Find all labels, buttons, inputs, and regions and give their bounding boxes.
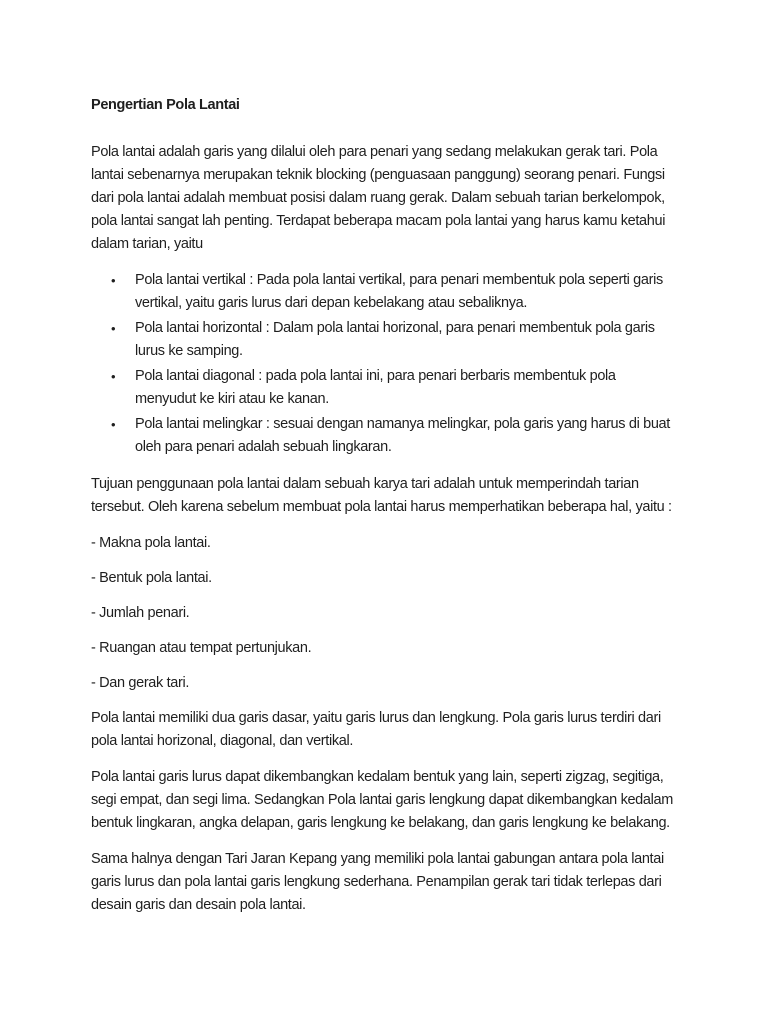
paragraph-pengembangan: Pola lantai garis lurus dapat dikembangkan kedalam bentuk yang lain, seperti zigzag, segitiga, segi empat, dan segi lima. Sedangkan Pola lantai garis lengkung dapat dikembangkan kedalam bentuk lingkaran, angka delapan, garis lengkung ke belakang, dan garis lengkung ke belakang. xyxy=(91,769,673,831)
list-item-pola-horizontal: • Pola lantai horizontal : Dalam pola lantai horizonal, para penari membentuk pola garis lurus ke samping. xyxy=(135,317,680,363)
list-item-pola-diagonal: • Pola lantai diagonal : pada pola lantai ini, para penari berbaris membentuk pola menyudut ke kiri atau ke kanan. xyxy=(135,365,680,411)
dash-item-bentuk: - Bentuk pola lantai. xyxy=(91,570,212,586)
dash-item-makna: - Makna pola lantai. xyxy=(91,535,211,551)
list-item-pola-melingkar: • Pola lantai melingkar : sesuai dengan namanya melingkar, pola garis yang harus di buat oleh para penari adalah sebuah lingkaran. xyxy=(135,413,680,459)
dash-item-jumlah: - Jumlah penari. xyxy=(91,605,190,621)
list-item-pola-vertikal: • Pola lantai vertikal : Pada pola lantai vertikal, para penari membentuk pola seperti garis vertikal, yaitu garis lurus dari depan kebelakang atau sebaliknya. xyxy=(135,269,680,315)
dash-item-gerak: - Dan gerak tari. xyxy=(91,675,190,691)
paragraph-penutup: Sama halnya dengan Tari Jaran Kepang yang memiliki pola lantai gabungan antara pola lantai garis lurus dan pola lantai garis lengkung sederhana. Penampilan gerak tari tidak terlepas dari desain garis dan desain pola lantai. xyxy=(91,851,664,913)
bullet-list xyxy=(91,269,680,459)
paragraph-garis-dasar: Pola lantai memiliki dua garis dasar, yaitu garis lurus dan lengkung. Pola garis lurus terdiri dari pola lantai horizonal, diagonal, dan vertikal. xyxy=(91,710,661,749)
dash-item-ruangan: - Ruangan atau tempat pertunjukan. xyxy=(91,640,312,656)
paragraph-intro: Pola lantai adalah garis yang dilalui oleh para penari yang sedang melakukan gerak tari. Pola lantai sebenarnya merupakan teknik blocking (penguasaan panggung) seorang penari. Fungsi dari pola lantai adalah membuat posisi dalam ruang gerak. Dalam sebuah tarian berkelompok, pola lantai sangat lah penting. Terdapat beberapa macam pola lantai yang harus kamu ketahui dalam tarian, yaitu xyxy=(91,144,666,252)
paragraph-tujuan: Tujuan penggunaan pola lantai dalam sebuah karya tari adalah untuk memperindah tarian tersebut. Oleh karena sebelum membuat pola lantai harus memperhatikan beberapa hal, yaitu : xyxy=(91,476,672,515)
document-title: Pengertian Pola Lantai xyxy=(91,97,240,113)
